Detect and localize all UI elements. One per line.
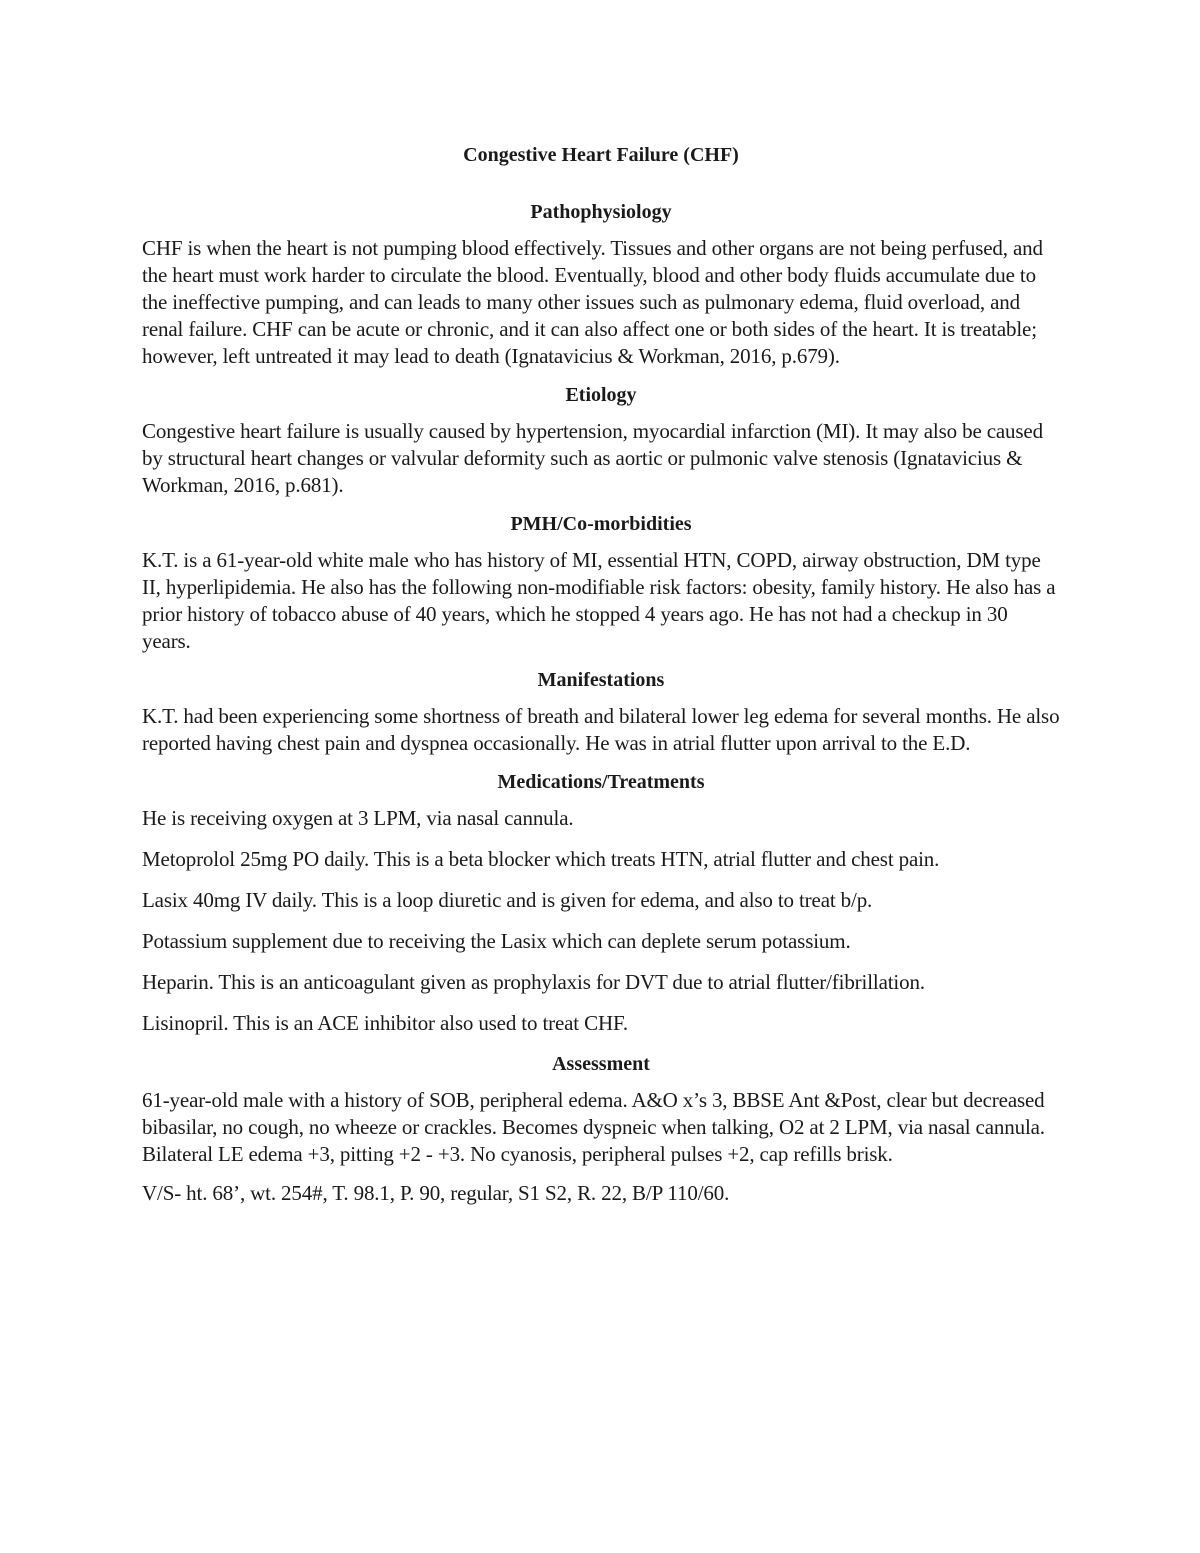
paragraph-medication-lisinopril: Lisinopril. This is an ACE inhibitor also used to treat CHF. (142, 1011, 628, 1035)
paragraph-pmh: K.T. is a 61-year-old white male who has history of MI, essential HTN, COPD, airway obstruction, DM type II, hyperlipidemia. He also has the following non-modifiable risk factors: obesity, family history. He also has a prior history of tobacco abuse of 40 years, which he stopped 4 years ago. He has not had a checkup in 30 years. (142, 548, 1056, 653)
section-heading-medications: Medications/Treatments (497, 771, 705, 793)
document-title: Congestive Heart Failure (CHF) (463, 144, 739, 166)
section-heading-etiology: Etiology (565, 384, 637, 406)
paragraph-assessment: 61-year-old male with a history of SOB, peripheral edema. A&O x’s 3, BBSE Ant &Post, clear but decreased bibasilar, no cough, no wheeze or crackles. Becomes dyspneic when talking, O2 at 2 LPM, via nasal cannula. Bilateral LE edema +3, pitting +2 - +3. No cyanosis, peripheral pulses +2, cap refills brisk. (142, 1088, 1045, 1166)
paragraph-medication-potassium: Potassium supplement due to receiving the Lasix which can deplete serum potassium. (142, 929, 851, 953)
paragraph-medication-oxygen: He is receiving oxygen at 3 LPM, via nasal cannula. (142, 806, 574, 830)
paragraph-etiology: Congestive heart failure is usually caused by hypertension, myocardial infarction (MI). It may also be caused by structural heart changes or valvular deformity such as aortic or pulmonic valve stenosis (Ignatavicius & Workman, 2016, p.681). (142, 419, 1043, 497)
section-heading-pmh: PMH/Co-morbidities (510, 513, 692, 535)
paragraph-manifestations: K.T. had been experiencing some shortness of breath and bilateral lower leg edema for several months. He also reported having chest pain and dyspnea occasionally. He was in atrial flutter upon arrival to the E.D. (142, 704, 1060, 755)
paragraph-medication-metoprolol: Metoprolol 25mg PO daily. This is a beta blocker which treats HTN, atrial flutter and chest pain. (142, 847, 940, 871)
document-body (142, 142, 1060, 1219)
section-heading-assessment: Assessment (552, 1053, 650, 1075)
paragraph-medication-heparin: Heparin. This is an anticoagulant given as prophylaxis for DVT due to atrial flutter/fibrillation. (142, 970, 925, 994)
paragraph-pathophysiology: CHF is when the heart is not pumping blood effectively. Tissues and other organs are not being perfused, and the heart must work harder to circulate the blood. Eventually, blood and other body fluids accumulate due to the ineffective pumping, and can leads to many other issues such as pulmonary edema, fluid overload, and renal failure. CHF can be acute or chronic, and it can also affect one or both sides of the heart. It is treatable; however, left untreated it may lead to death (Ignatavicius & Workman, 2016, p.679). (142, 236, 1043, 368)
paragraph-vital-signs: V/S- ht. 68’, wt. 254#, T. 98.1, P. 90, regular, S1 S2, R. 22, B/P 110/60. (142, 1181, 730, 1205)
paragraph-medication-lasix: Lasix 40mg IV daily. This is a loop diuretic and is given for edema, and also to treat b/p. (142, 888, 873, 912)
section-heading-pathophysiology: Pathophysiology (530, 201, 672, 223)
section-heading-manifestations: Manifestations (537, 669, 665, 691)
